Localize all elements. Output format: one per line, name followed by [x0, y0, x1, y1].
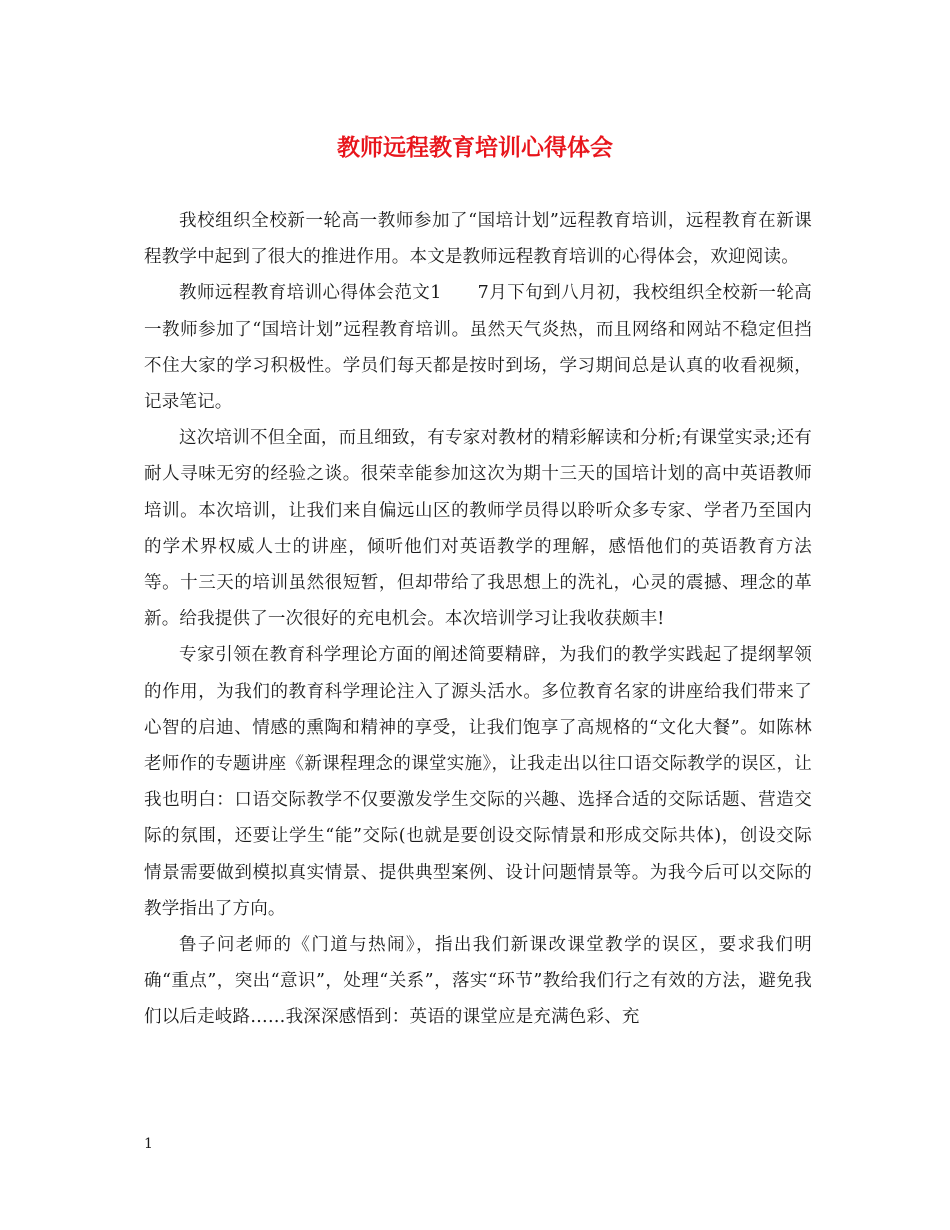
paragraph-intro: 我校组织全校新一轮高一教师参加了“国培计划”远程教育培训，远程教育在新课程教学中起到了很大的推进作用。本文是教师远程教育培训的心得体会，欢迎阅读。 [144, 211, 812, 268]
paragraph-lu-zi-wen: 鲁子问老师的《门道与热闹》，指出我们新课改课堂教学的误区，要求我们明确“重点”，突出“意识”，处理“关系”，落实“环节”教给我们行之有效的方法，避免我们以后走岐路……我深深感悟到：英语的课堂应是充满色彩、充 [144, 935, 812, 1028]
paragraph-expert-guidance: 专家引领在教育科学理论方面的阐述简要精辟，为我们的教学实践起了提纲挈领的作用，为我们的教育科学理论注入了源头活水。多位教育名家的讲座给我们带来了心智的启迪、情感的熏陶和精神的享受，让我们饱享了高规格的“文化大餐”。如陈林老师作的专题讲座《新课程理念的课堂实施》，让我走出以往口语交际教学的误区，让我也明白：口语交际教学不仅要激发学生交际的兴趣、选择合适的交际话题、营造交际的氛围，还要让学生“能”交际(也就是要创设交际情景和形成交际共体)，创设交际情景需要做到模拟真实情景、提供典型案例、设计问题情景等。为我今后可以交际的教学指出了方向。 [144, 645, 812, 919]
document-title: 教师远程教育培训心得体会 [337, 134, 613, 161]
paragraph-training-overview: 这次培训不但全面，而且细致，有专家对教材的精彩解读和分析;有课堂实录;还有耐人寻味无穷的经验之谈。很荣幸能参加这次为期十三天的国培计划的高中英语教师培训。本次培训，让我们来自偏远山区的教师学员得以聆听众多专家、学者乃至国内的学术界权威人士的讲座，倾听他们对英语教学的理解，感悟他们的英语教育方法等。十三天的培训虽然很短暂，但却带给了我思想上的洗礼，心灵的震撼、理念的革新。给我提供了一次很好的充电机会。本次培训学习让我收获颇丰! [144, 428, 812, 630]
page-number: 1 [144, 1136, 153, 1152]
paragraph-sample-1: 教师远程教育培训心得体会范文1 7月下旬到八月初，我校组织全校新一轮高一教师参加了“国培计划”远程教育培训。虽然天气炎热，而且网络和网站不稳定但挡不住大家的学习积极性。学员们每天都是按时到场，学习期间总是认真的收看视频，记录笔记。 [144, 283, 812, 413]
document-body [144, 203, 812, 1036]
